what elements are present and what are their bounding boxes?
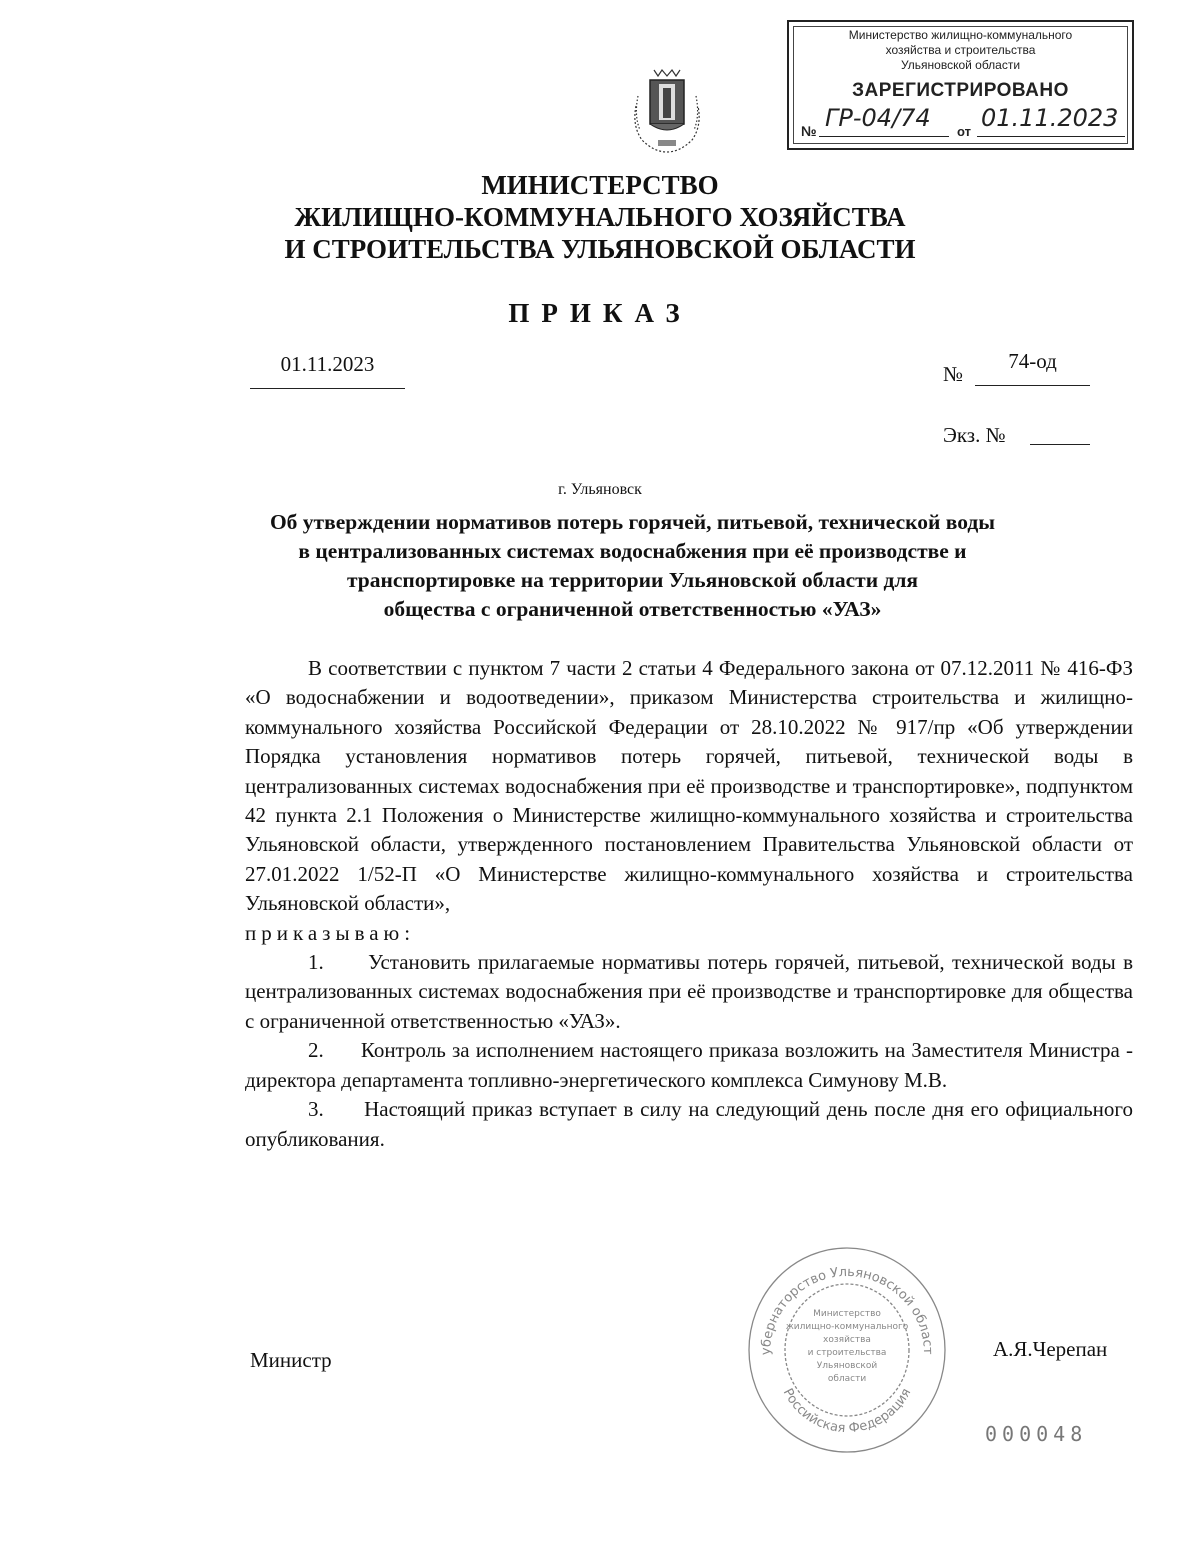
order-item-1 [245, 948, 1133, 1036]
reg-stamp-org-line-3: Ульяновской области [900, 58, 1021, 72]
subject-line-2: в централизованных системах водоснабжения при её производстве и [298, 539, 967, 563]
city: г. Ульяновск [558, 481, 642, 498]
order-item-3 [245, 1095, 1133, 1154]
reg-stamp-date-label: от [957, 124, 971, 139]
official-seal [742, 1238, 952, 1458]
copy-number-field [1030, 422, 1090, 445]
signature-name: А.Я.Черепан [993, 1337, 1108, 1361]
order-item-2-number: 2. [308, 1038, 324, 1063]
order-item-3-number: 3. [308, 1097, 324, 1122]
seal-center-line-3: хозяйства [823, 1335, 871, 1345]
order-item-2-text: Контроль за исполнением настоящего приказа возложить на Заместителя Министра - директора департамента топливно-энергетического комплекса Симунову М.В. [245, 1038, 1134, 1092]
reg-stamp-org-line-1: Министерство жилищно-коммунального [848, 28, 1073, 42]
seal-center-line-4: и строительства [807, 1348, 887, 1358]
ministry-header-line-2: ЖИЛИЩНО-КОММУНАЛЬНОГО ХОЗЯЙСТВА [294, 202, 906, 232]
subject-line-4: общества с ограниченной ответственностью «УАЗ» [383, 597, 882, 621]
subject-line-1: Об утверждении нормативов потерь горячей, питьевой, технической воды [269, 510, 996, 534]
coat-of-arms-emblem [628, 66, 706, 154]
order-item-2 [245, 1036, 1133, 1095]
reg-stamp-org-line-2: хозяйства и строительства [885, 43, 1036, 57]
reg-stamp-number-value: ГР-04/74 [825, 104, 931, 132]
reg-stamp-date-value: 01.11.2023 [981, 104, 1119, 132]
seal-center-line-1: Министерство [813, 1309, 881, 1319]
document-code: 000048 [985, 1422, 1088, 1446]
order-item-1-text: Установить прилагаемые нормативы потерь горячей, питьевой, технической воды в централизованных системах водоснабжения при её производстве и транспортировке для общества с ограниченной ответственностью «УАЗ». [245, 950, 1133, 1033]
order-item-3-text: Настоящий приказ вступает в силу на следующий день после дня его официального опубликования. [245, 1097, 1133, 1151]
order-item-1-number: 1. [308, 950, 324, 975]
seal-ring-bottom: Российская Федерация [779, 1386, 915, 1437]
preamble-paragraph: В соответствии с пунктом 7 части 2 статьи 4 Федерального закона от 07.12.2011 № 416-ФЗ «О водоснабжении и водоотведении», приказом Министерства строительства и жилищно-коммунального хозяйства Российской Федерации от 28.10.2022 № 917/пр «Об утверждении Порядка установления нормативов потерь горячей, питьевой, технической воды в централизованных системах водоснабжения при её производстве и транспортировке», подпунктом 42 пункта 2.1 Положения о Министерстве жилищно-коммунального хозяйства и строительства Ульяновской области, утвержденного постановлением Правительства Ульяновской области от 27.01.2022 1/52-П «О Министерстве жилищно-коммунального хозяйства и строительства Ульяновской области», [245, 656, 1133, 916]
order-number-label: № [943, 362, 964, 386]
ministry-header-line-1: МИНИСТЕРСТВО [481, 170, 719, 200]
order-date: 01.11.2023 [250, 352, 405, 389]
copy-number-label: Экз. № [943, 423, 1006, 447]
seal-ring-top: убернаторство Ульяновской област [758, 1264, 936, 1356]
ministry-header-line-3: И СТРОИТЕЛЬСТВА УЛЬЯНОВСКОЙ ОБЛАСТИ [284, 234, 916, 264]
order-number: 74-од [975, 349, 1090, 386]
order-body [245, 654, 1133, 1154]
seal-center-line-6: области [827, 1374, 867, 1384]
subject-title [150, 508, 1115, 624]
seal-center-line-2: жилищно-коммунального [785, 1322, 909, 1332]
reg-stamp-number-label: № [801, 123, 817, 139]
subject-line-3: транспортировке на территории Ульяновской области для [346, 568, 919, 592]
signature-position: Министр [250, 1348, 332, 1372]
reg-stamp-status: ЗАРЕГИСТРИРОВАНО [852, 80, 1069, 101]
registration-stamp [787, 20, 1134, 150]
order-word: приказываю: [245, 920, 416, 945]
seal-center-line-5: Ульяновской [816, 1361, 878, 1371]
order-title: ПРИКАЗ [508, 298, 692, 328]
